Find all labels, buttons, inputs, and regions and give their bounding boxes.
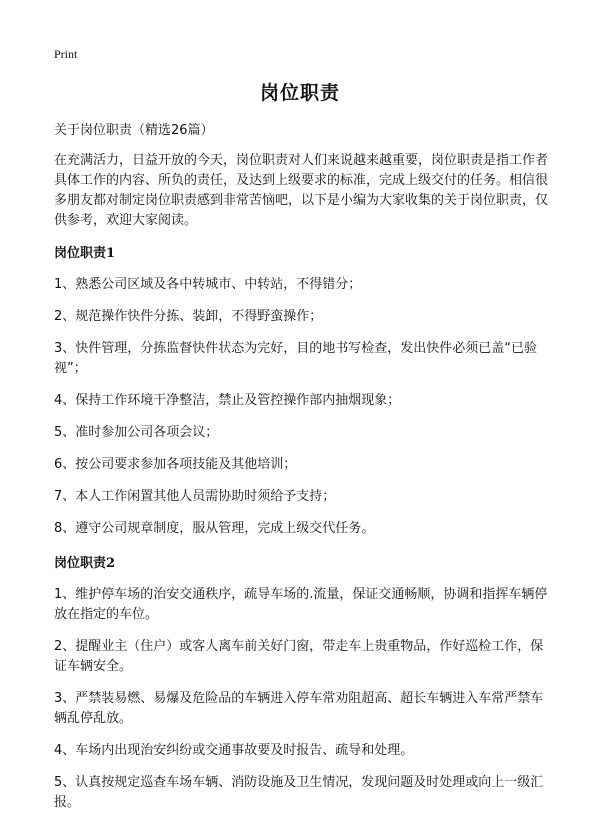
section-2 xyxy=(54,554,550,813)
list-item: 7、本人工作闲置其他人员需协助时须给予支持； xyxy=(54,489,336,504)
intro-paragraph: 在充满活力，日益开放的今天，岗位职责对人们来说越来越重要，岗位职责是指工作者具体工作的内容、所负的责任，及达到上级要求的标准，完成上级交付的任务。相信很多朋友都对制定岗位职责感到非常苦恼吧，以下是小编为大家收集的关于岗位职责，仅供参考，欢迎大家阅读。 xyxy=(54,153,549,228)
list-item: 3、严禁装易燃、易爆及危险品的车辆进入停车常劝阻超高、超长车辆进入车常严禁车辆乱停乱放。 xyxy=(54,691,544,726)
list-item: 1、熟悉公司区域及各中转城市、中转站，不得错分； xyxy=(54,277,362,292)
document-body xyxy=(54,121,550,825)
document-subtitle: 关于岗位职责（精选26篇） xyxy=(54,123,214,138)
page-title: 岗位职责 xyxy=(259,82,340,104)
list-item: 5、准时参加公司各项会议； xyxy=(54,425,219,440)
list-item: 6、按公司要求参加各项技能及其他培训； xyxy=(54,457,297,472)
list-item: 8、遵守公司规章制度，服从管理，完成上级交代任务。 xyxy=(54,521,375,536)
list-item: 4、车场内出现治安纠纷或交通事故要及时报告、疏导和处理。 xyxy=(54,743,414,758)
section-heading: 岗位职责1 xyxy=(54,246,116,261)
print-link[interactable]: Print xyxy=(54,47,78,61)
list-item: 4、保持工作环境干净整洁，禁止及管控操作部内抽烟现象； xyxy=(54,393,401,408)
list-item: 2、规范操作快件分拣、装卸，不得野蛮操作； xyxy=(54,309,323,324)
list-item: 2、提醒业主（住户）或客人离车前关好门窗，带走车上贵重物品，作好巡检工作，保证车辆安全。 xyxy=(54,639,544,674)
section-1 xyxy=(54,244,550,539)
list-item: 1、维护停车场的治安交通秩序，疏导车场的.流量，保证交通畅顺，协调和指挥车辆停放在指定的车位。 xyxy=(54,587,548,622)
list-item: 5、认真按规定巡查车场车辆、消防设施及卫生情况，发现问题及时处理或向上一级汇报。 xyxy=(54,775,544,810)
list-item: 3、快件管理，分拣监督快件状态为完好，目的地书写检查，发出快件必须已盖“已验视”； xyxy=(54,341,538,376)
section-heading: 岗位职责2 xyxy=(54,556,116,571)
